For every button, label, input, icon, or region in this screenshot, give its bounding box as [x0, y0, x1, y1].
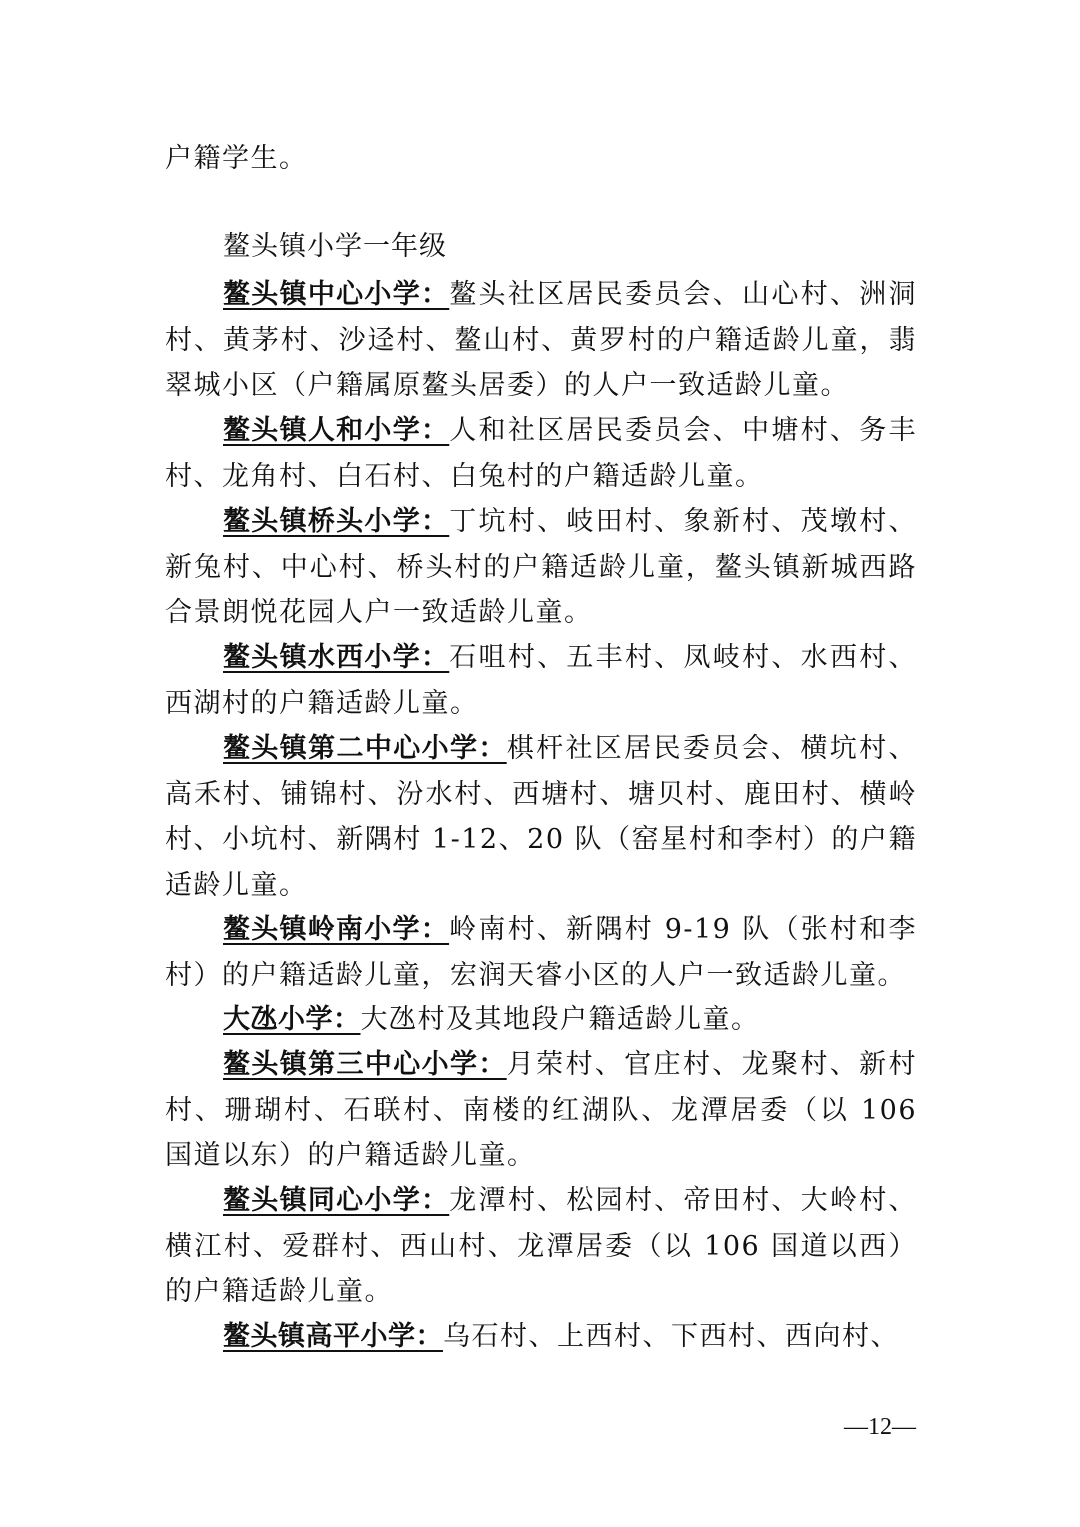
section-title: 鳌头镇小学一年级: [223, 231, 447, 262]
intro-tail-text: 户籍学生。: [165, 143, 308, 174]
entry-renhe: [165, 408, 917, 499]
entry-lingnan: [165, 907, 917, 998]
entry-qiaotou: [165, 499, 917, 636]
entry-text: 大氹村及其地段户籍适龄儿童。: [360, 1004, 760, 1035]
entry-shuixi: [165, 635, 917, 726]
school-name: 鳌头镇桥头小学：: [223, 506, 450, 537]
entry-gaoping: [165, 1314, 917, 1360]
school-name: 鳌头镇第三中心小学：: [223, 1049, 507, 1080]
school-name: 鳌头镇同心小学：: [223, 1185, 450, 1216]
entry-text: 鳌头社区居民委员会、山心村、洲洞村、黄茅村、沙迳村、鳌山村、黄罗村的户籍适龄儿童，翡翠城小区（户籍属原鳌头居委）的人户一致适龄儿童。: [165, 279, 918, 401]
school-name: 鳌头镇岭南小学：: [223, 914, 450, 945]
entry-dierzhongxin: [165, 726, 917, 908]
entry-text: 人和社区居民委员会、中塘村、务丰村、龙角村、白石村、白兔村的户籍适龄儿童。: [165, 415, 918, 492]
intro-tail: [165, 136, 917, 182]
entry-text: 月荣村、官庄村、龙聚村、新村村、珊瑚村、石联村、南楼的红湖队、龙潭居委（以 106 国道以东）的户籍适龄儿童。: [165, 1049, 918, 1171]
entry-tongxin: [165, 1178, 917, 1315]
entry-text: 岭南村、新隅村 9-19 队（张村和李村）的户籍适龄儿童，宏润天睿小区的人户一致适龄儿童。: [165, 914, 917, 991]
school-name: 鳌头镇高平小学：: [223, 1321, 443, 1352]
entry-dadang: [165, 997, 917, 1043]
entry-text: 丁坑村、岐田村、象新村、茂墩村、新兔村、中心村、桥头村的户籍适龄儿童，鳌头镇新城西路合景朗悦花园人户一致适龄儿童。: [165, 506, 918, 628]
entry-zhongxin: [165, 272, 917, 409]
entry-text: 乌石村、上西村、下西村、西向村、: [443, 1321, 899, 1352]
entry-text: 龙潭村、松园村、帝田村、大岭村、横江村、爱群村、西山村、龙潭居委（以 106 国道以西）的户籍适龄儿童。: [165, 1185, 918, 1307]
school-name: 鳌头镇人和小学：: [223, 415, 450, 446]
entry-text: 棋杆社区居民委员会、横坑村、高禾村、铺锦村、汾水村、西塘村、塘贝村、鹿田村、横岭村、小坑村、新隅村 1-12、20 队（窑星村和李村）的户籍适龄儿童。: [165, 733, 918, 901]
entry-text: 石咀村、五丰村、凤岐村、水西村、西湖村的户籍适龄儿童。: [165, 642, 918, 719]
school-name: 鳌头镇水西小学：: [223, 642, 450, 673]
school-name: 鳌头镇第二中心小学：: [223, 733, 507, 764]
page-number: —12—: [844, 1414, 916, 1440]
entry-disanzhongxin: [165, 1042, 917, 1179]
school-name: 鳌头镇中心小学：: [223, 279, 450, 310]
school-name: 大氹小学：: [223, 1004, 361, 1035]
